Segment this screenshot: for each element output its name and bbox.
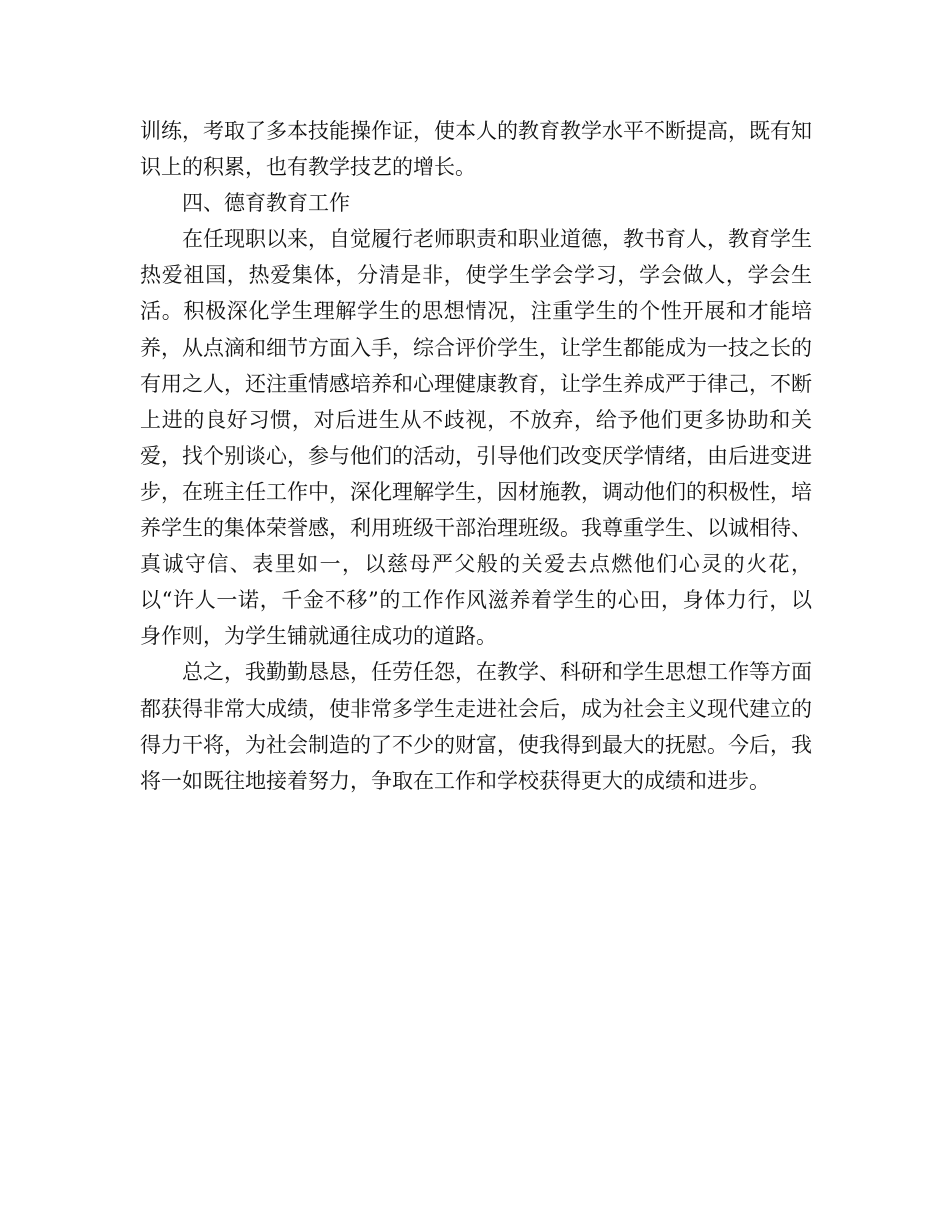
paragraph-continuation: 训练，考取了多本技能操作证，使本人的教育教学水平不断提高，既有知识上的积累，也有教学技艺的增长。 bbox=[140, 119, 812, 180]
section-heading-moral-education: 四、德育教育工作 bbox=[182, 191, 350, 216]
document-body bbox=[140, 113, 812, 799]
paragraph-moral-education: 在任现职以来，自觉履行老师职责和职业道德，教书育人，教育学生热爱祖国，热爱集体，分清是非，使学生学会学习，学会做人，学会生活。积极深化学生理解学生的思想情况，注重学生的个性开展和才能培养，从点滴和细节方面入手，综合评价学生，让学生都能成为一技之长的有用之人，还注重情感培养和心理健康教育，让学生养成严于律己，不断上进的良好习惯，对后进生从不歧视，不放弃，给予他们更多协助和关爱，找个别谈心，参与他们的活动，引导他们改变厌学情绪，由后进变进步，在班主任工作中，深化理解学生，因材施教，调动他们的积极性，培养学生的集体荣誉感，利用班级干部治理班级。我尊重学生、以诚相待、真诚守信、表里如一，以慈母严父般的关爱去点燃他们心灵的火花，以“许人一诺，千金不移”的工作作风滋养着学生的心田，身体力行，以身作则，为学生铺就通往成功的道路。 bbox=[140, 227, 812, 649]
paragraph-summary: 总之，我勤勤恳恳，任劳任怨，在教学、科研和学生思想工作等方面都获得非常大成绩，使非常多学生走进社会后，成为社会主义现代建立的得力干将，为社会制造的了不少的财富，使我得到最大的抚慰。今后，我将一如既往地接着努力，争取在工作和学校获得更大的成绩和进步。 bbox=[140, 660, 812, 793]
